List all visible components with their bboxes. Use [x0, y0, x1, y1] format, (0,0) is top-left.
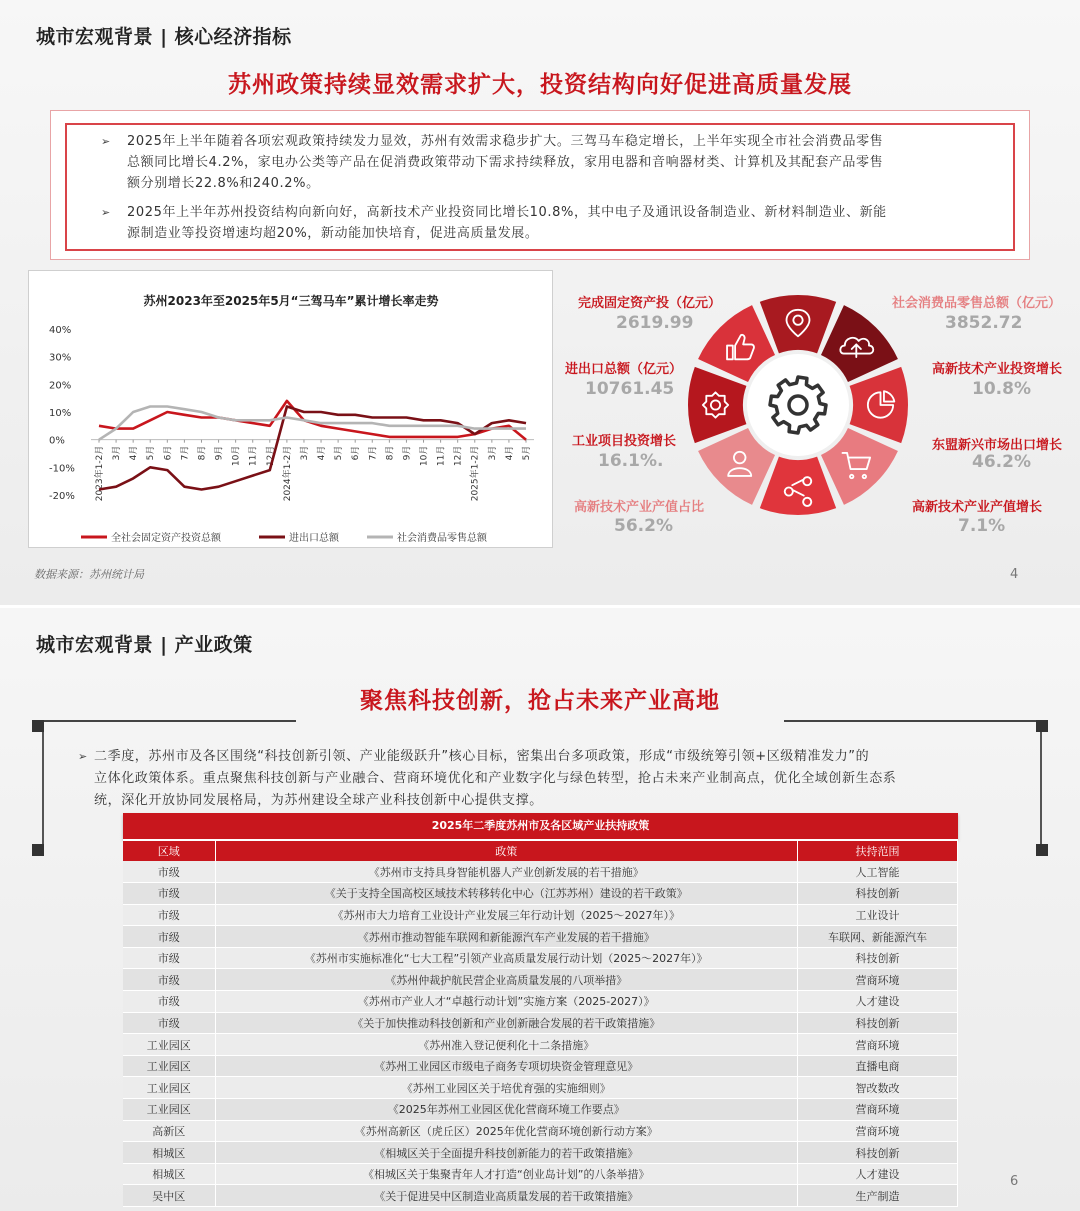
x-tick-label: 12月 — [453, 445, 464, 467]
policy-cell: 《苏州工业园区市级电子商务专项切块资金管理意见》 — [215, 1055, 798, 1077]
region-cell: 市级 — [123, 861, 215, 883]
x-tick-label: 2023年1-2月 — [95, 445, 105, 502]
y-tick-label: 10% — [49, 408, 72, 419]
table-row — [123, 883, 958, 905]
slide-heading: 苏州政策持续显效需求扩大，投资结构向好促进高质量发展 — [228, 72, 852, 98]
x-tick-label: 7月 — [368, 445, 379, 461]
x-tick-label: 9月 — [214, 445, 225, 461]
x-tick-label: 7月 — [180, 445, 191, 461]
metric-label-asean-export: 东盟新兴市场出口增长 — [932, 438, 1063, 453]
x-tick-label: 3月 — [487, 445, 498, 461]
x-tick-label: 10月 — [231, 445, 242, 467]
table-row — [123, 947, 958, 969]
x-tick-label: 10月 — [419, 445, 430, 467]
table-row — [123, 1185, 958, 1207]
region-cell: 工业园区 — [123, 1055, 215, 1077]
table-row — [123, 1142, 958, 1164]
legend-label: 进出口总额 — [289, 533, 339, 544]
scope-cell: 车联网、新能源汽车 — [798, 926, 958, 948]
policy-cell: 《苏州市大力培育工业设计产业发展三年行动计划（2025～2027年）》 — [215, 904, 798, 926]
header-region: 区域 — [123, 840, 215, 861]
metric-value-industrial-investment: 16.1%. — [598, 451, 664, 471]
region-cell: 工业园区 — [123, 1099, 215, 1121]
y-tick-label: -20% — [49, 491, 75, 502]
metric-label-hightech-output-share: 高新技术产业产值占比 — [574, 500, 705, 515]
scope-cell: 直播电商 — [798, 1055, 958, 1077]
x-tick-label: 5月 — [146, 445, 157, 461]
section-title: 城市宏观背景 | 核心经济指标 — [36, 26, 292, 48]
x-tick-label: 11月 — [436, 445, 447, 467]
y-tick-label: 40% — [49, 325, 72, 336]
chart-title: 苏州2023年至2025年5月“三驾马车”累计增长率走势 — [143, 294, 439, 308]
metric-value-hightech-investment: 10.8% — [972, 379, 1031, 399]
wheel-segment — [688, 367, 746, 443]
table-row — [123, 904, 958, 926]
frame-corner — [32, 844, 44, 856]
region-cell: 高新区 — [123, 1120, 215, 1142]
scope-cell: 人才建设 — [798, 1163, 958, 1185]
scope-cell: 人工智能 — [798, 861, 958, 883]
metric-label-hightech-investment: 高新技术产业投资增长 — [932, 362, 1063, 377]
metric-value-retail-sales: 3852.72 — [945, 313, 1023, 333]
policy-cell: 《关于加快推动科技创新和产业创新融合发展的若干政策措施》 — [215, 1012, 798, 1034]
page-number: 4 — [1010, 567, 1019, 582]
metric-value-hightech-output-growth: 7.1% — [958, 516, 1006, 536]
region-cell: 工业园区 — [123, 1077, 215, 1099]
bullet-line: 2025年上半年随着各项宏观政策持续发力显效，苏州有效需求稳步扩大。三驾马车稳定增长，上半年实现全市社会消费品零售 — [127, 134, 884, 149]
x-tick-label: 6月 — [351, 445, 362, 461]
y-tick-label: 30% — [49, 352, 72, 364]
metric-value-fixed-asset: 2619.99 — [616, 313, 694, 333]
metric-label-industrial-investment: 工业项目投资增长 — [572, 434, 677, 449]
bullet-arrow-icon: ➢ — [78, 750, 88, 763]
scope-cell: 工业设计 — [798, 904, 958, 926]
x-tick-label: 9月 — [402, 445, 413, 461]
x-tick-label: 2025年1-2月 — [470, 445, 481, 502]
region-cell: 相城区 — [123, 1163, 215, 1185]
policy-cell: 《苏州工业园区关于培优育强的实施细则》 — [215, 1077, 798, 1099]
scope-cell: 生产制造 — [798, 1185, 958, 1207]
intro-line: 立体化政策体系。重点聚焦科技创新与产业融合、营商环境优化和产业数字化与绿色转型，抢占未来产业制高点，优化全域创新生态系 — [94, 771, 897, 786]
region-cell: 市级 — [123, 883, 215, 905]
bullet-line: 总额同比增长4.2%，家电办公类等产品在促消费政策带动下需求持续释放，家用电器和音响器材类、计算机及其配套产品零售 — [127, 155, 884, 170]
x-tick-label: 4月 — [317, 445, 328, 461]
data-source-note: 数据来源：苏州统计局 — [34, 568, 144, 581]
table-row — [123, 861, 958, 883]
scope-cell: 营商环境 — [798, 1034, 958, 1056]
intro-line: 统，深化开放协同发展格局，为苏州建设全球产业科技创新中心提供支撑。 — [94, 793, 543, 808]
frame-left-line — [42, 732, 44, 844]
slide-core-economic-indicators — [0, 0, 1080, 605]
frame-top-left-line — [44, 720, 296, 722]
policy-cell: 《相城区关于集聚青年人才打造“创业岛计划”的八条举措》 — [215, 1163, 798, 1185]
metric-value-asean-export: 46.2% — [972, 452, 1031, 472]
scope-cell: 科技创新 — [798, 947, 958, 969]
policy-intro-bullet — [70, 746, 1010, 812]
wheel-center — [747, 354, 849, 456]
frame-top-right-line — [784, 720, 1036, 722]
metric-value-import-export: 10761.45 — [585, 379, 675, 399]
x-tick-label: 5月 — [522, 445, 532, 461]
region-cell: 工业园区 — [123, 1034, 215, 1056]
x-tick-label: 6月 — [163, 445, 174, 461]
y-tick-label: -10% — [49, 463, 75, 475]
table-row — [123, 1077, 958, 1099]
scope-cell: 科技创新 — [798, 1012, 958, 1034]
x-tick-label: 2024年1-2月 — [282, 445, 293, 502]
section-title: 城市宏观背景 | 产业政策 — [36, 634, 253, 656]
policy-cell: 《苏州仲裁护航民营企业高质量发展的八项举措》 — [215, 969, 798, 991]
scope-cell: 营商环境 — [798, 969, 958, 991]
region-cell: 市级 — [123, 969, 215, 991]
policy-table — [123, 813, 958, 1207]
x-tick-label: 8月 — [197, 445, 208, 461]
policy-cell: 《相城区关于全面提升科技创新能力的若干政策措施》 — [215, 1142, 798, 1164]
scope-cell: 智改数改 — [798, 1077, 958, 1099]
table-row — [123, 1012, 958, 1034]
table-row — [123, 1120, 958, 1142]
wheel-segment — [760, 457, 836, 515]
slide-industrial-policy — [0, 608, 1080, 1211]
policy-table-header-row — [123, 840, 958, 861]
legend-label: 社会消费品零售总额 — [397, 533, 487, 544]
scope-cell: 科技创新 — [798, 883, 958, 905]
legend-label: 全社会固定资产投资总额 — [111, 533, 221, 544]
policy-cell: 《苏州准入登记便利化十二条措施》 — [215, 1034, 798, 1056]
x-tick-label: 12月 — [265, 445, 276, 467]
table-row — [123, 969, 958, 991]
page-number: 6 — [1010, 1174, 1019, 1189]
table-row — [123, 1055, 958, 1077]
policy-cell: 《关于支持全国高校区域技术转移转化中心（江苏苏州）建设的若干政策》 — [215, 883, 798, 905]
bullet-line: 额分别增长22.8%和240.2%。 — [127, 176, 320, 191]
region-cell: 市级 — [123, 991, 215, 1013]
policy-cell: 《苏州市推动智能车联网和新能源汽车产业发展的若干措施》 — [215, 926, 798, 948]
scope-cell: 营商环境 — [798, 1120, 958, 1142]
header-scope: 扶持范围 — [798, 840, 958, 861]
table-row — [123, 1034, 958, 1056]
x-tick-label: 4月 — [129, 445, 140, 461]
frame-right-line — [1040, 732, 1042, 844]
bullet-line: 2025年上半年苏州投资结构向新向好，高新技术产业投资同比增长10.8%，其中电子及通讯设备制造业、新材料制造业、新能 — [127, 205, 887, 220]
x-tick-label: 11月 — [248, 445, 259, 467]
region-cell: 相城区 — [123, 1142, 215, 1164]
x-tick-label: 8月 — [385, 445, 396, 461]
wheel-segment — [850, 367, 908, 443]
x-tick-label: 3月 — [299, 445, 310, 461]
metric-label-retail-sales: 社会消费品零售总额（亿元） — [892, 296, 1062, 311]
policy-cell: 《苏州高新区（虎丘区）2025年优化营商环境创新行动方案》 — [215, 1120, 798, 1142]
x-tick-label: 3月 — [112, 445, 123, 461]
metric-label-import-export: 进出口总额（亿元） — [565, 362, 683, 377]
frame-corner — [1036, 720, 1048, 732]
region-cell: 吴中区 — [123, 1185, 215, 1207]
policy-table-caption: 2025年二季度苏州市及各区域产业扶持政策 — [123, 813, 958, 839]
frame-corner — [32, 720, 44, 732]
table-row — [123, 1163, 958, 1185]
bullet-arrow-icon: ➢ — [101, 206, 111, 219]
bullet-line: 源制造业等投资增速均超20%，新动能加快培育，促进高质量发展。 — [127, 226, 539, 241]
policy-table-grid — [123, 839, 958, 1207]
header-policy: 政策 — [215, 840, 798, 861]
frame-corner — [1036, 844, 1048, 856]
policy-cell: 《苏州市支持具身智能机器人产业创新发展的若干措施》 — [215, 861, 798, 883]
metric-value-hightech-output-share: 56.2% — [614, 516, 673, 536]
metric-label-fixed-asset: 完成固定资产投（亿元） — [578, 296, 722, 311]
scope-cell: 科技创新 — [798, 1142, 958, 1164]
y-tick-label: 20% — [49, 380, 72, 392]
scope-cell: 营商环境 — [798, 1099, 958, 1121]
slide-heading: 聚焦科技创新，抢占未来产业高地 — [360, 688, 720, 714]
policy-cell: 《苏州市实施标准化“七大工程”引领产业高质量发展行动计划（2025～2027年）》 — [215, 947, 798, 969]
table-row — [123, 1099, 958, 1121]
region-cell: 市级 — [123, 1012, 215, 1034]
policy-intro — [70, 746, 1010, 812]
bullet-arrow-icon: ➢ — [101, 135, 111, 148]
region-cell: 市级 — [123, 947, 215, 969]
policy-cell: 《苏州市产业人才“卓越行动计划”实施方案（2025-2027）》 — [215, 991, 798, 1013]
policy-cell: 《关于促进吴中区制造业高质量发展的若干政策措施》 — [215, 1185, 798, 1207]
metric-label-hightech-output-growth: 高新技术产业产值增长 — [912, 500, 1043, 515]
region-cell: 市级 — [123, 904, 215, 926]
region-cell: 市级 — [123, 926, 215, 948]
scope-cell: 人才建设 — [798, 991, 958, 1013]
intro-line: 二季度，苏州市及各区围绕“科技创新引领、产业能级跃升”核心目标，密集出台多项政策，形成“市级统筹引领+区级精准发力”的 — [94, 749, 870, 764]
x-tick-label: 5月 — [334, 445, 345, 461]
x-tick-label: 4月 — [504, 445, 515, 461]
y-tick-label: 0% — [49, 435, 65, 447]
table-row — [123, 991, 958, 1013]
table-row — [123, 926, 958, 948]
policy-cell: 《2025年苏州工业园区优化营商环境工作要点》 — [215, 1099, 798, 1121]
